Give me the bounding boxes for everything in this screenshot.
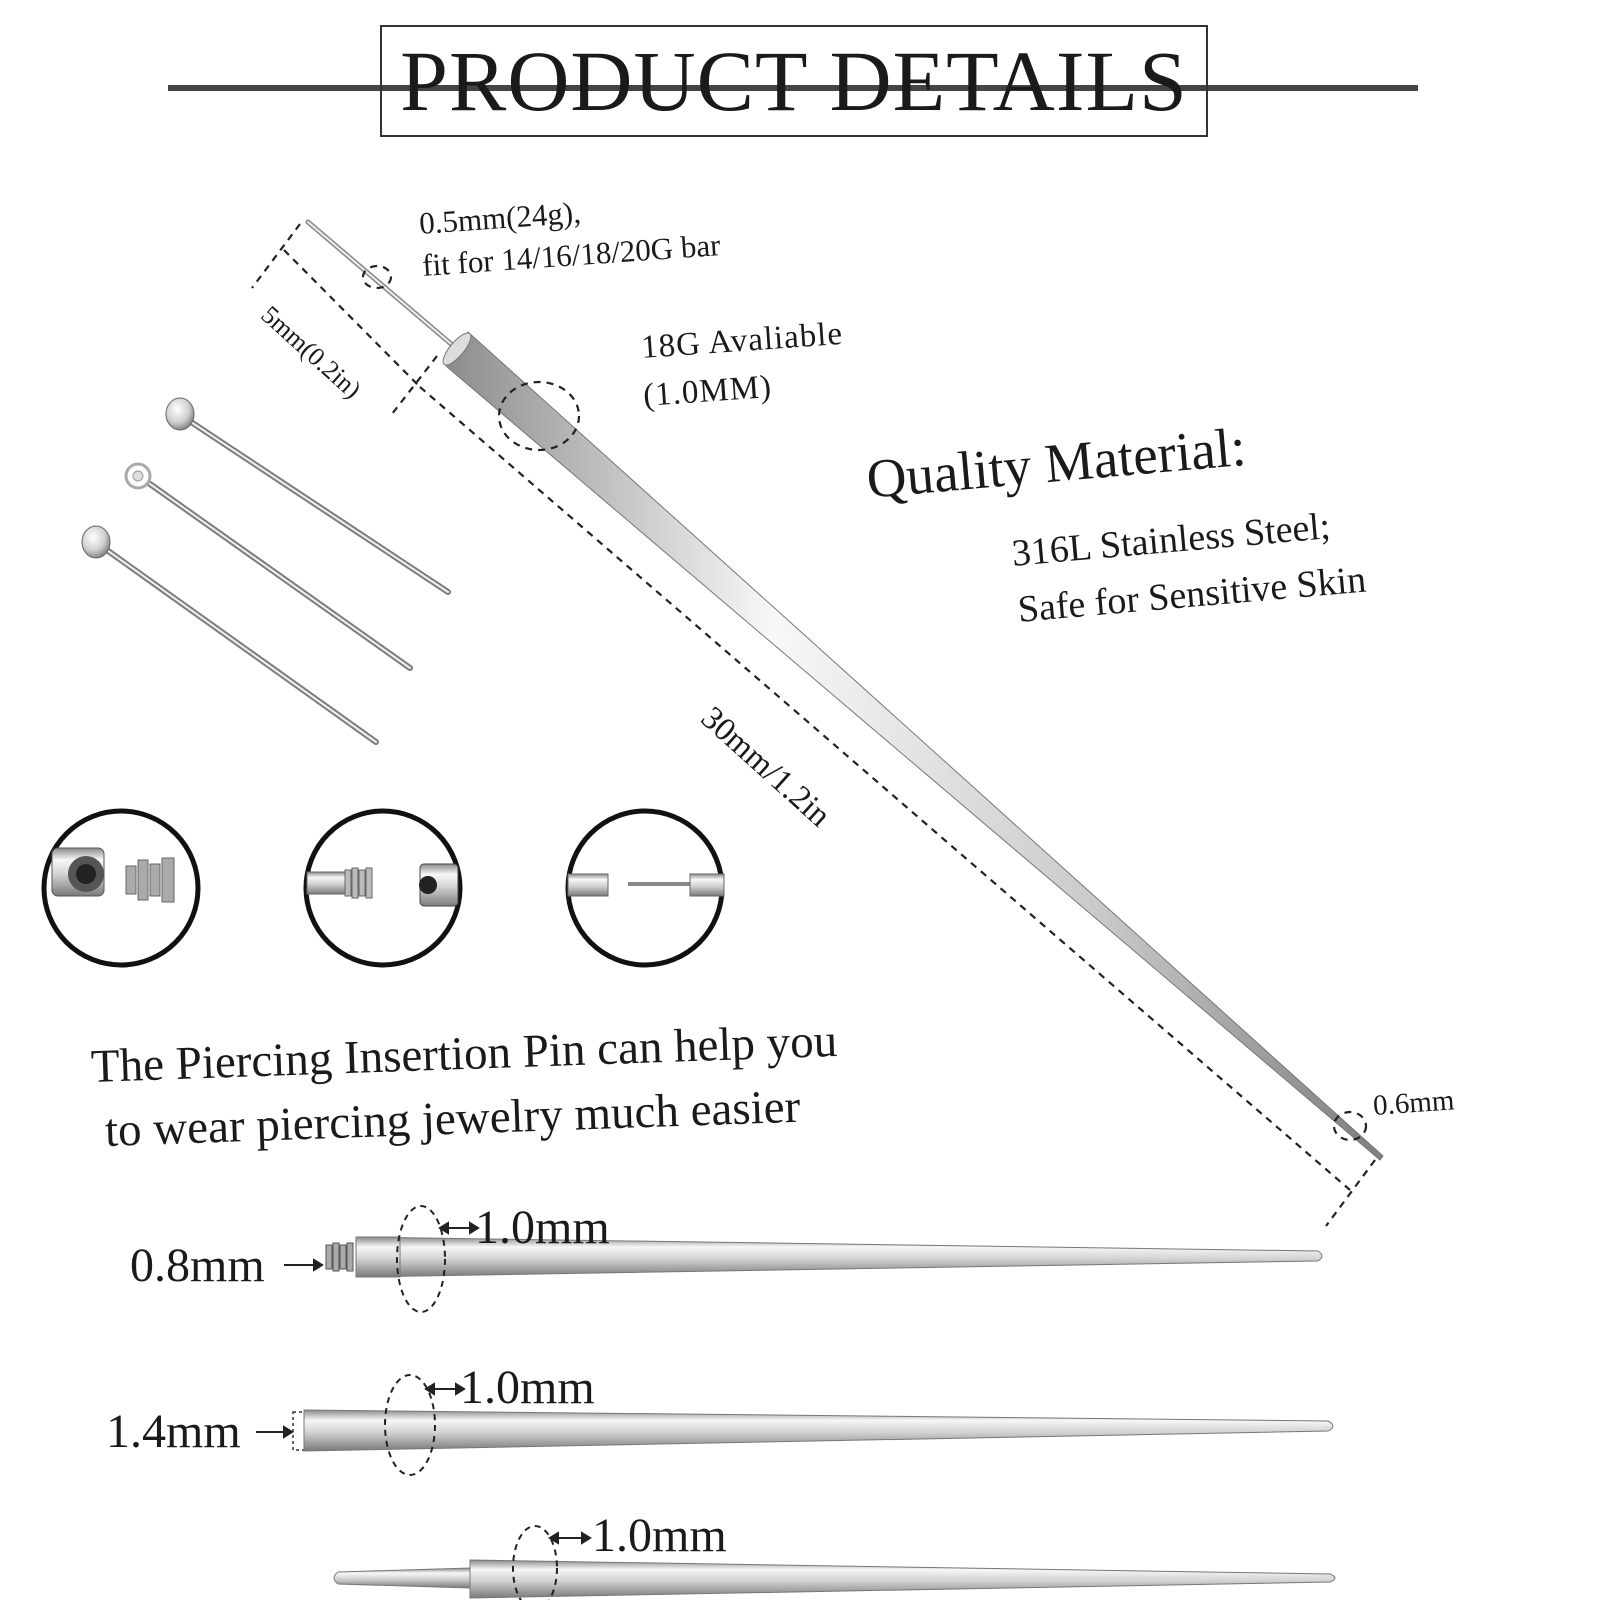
- variant-pin-2: [293, 1410, 1333, 1451]
- material-heading: Quality Material:: [864, 415, 1249, 510]
- tip-fit-label: fit for 14/16/18/20G bar: [421, 227, 722, 283]
- variant-1-shaft-label: 1.0mm: [475, 1201, 610, 1254]
- mini-pin-1: [166, 398, 448, 592]
- mini-pins: [82, 398, 448, 742]
- variant-3-shaft-label: 1.0mm: [592, 1509, 727, 1562]
- gauge-available-label: 18G Avaliable: [640, 315, 845, 366]
- mini-pin-3: [82, 526, 376, 742]
- internal-thread-connection-icon: [306, 811, 460, 965]
- tip-length-label: 5mm(0.2in): [255, 300, 367, 405]
- description-line-2: to wear piercing jewelry much easier: [104, 1080, 801, 1157]
- mini-pin-2: [126, 464, 410, 668]
- gauge-available-mm-label: (1.0MM): [642, 369, 774, 414]
- total-length-label: 30mm/1.2in: [693, 700, 838, 835]
- description-line-1: The Piercing Insertion Pin can help you: [90, 1014, 839, 1093]
- page-title: PRODUCT DETAILS: [400, 33, 1188, 129]
- variant-2-end-label: 1.4mm: [106, 1405, 241, 1458]
- end-tip-label: 0.6mm: [1372, 1084, 1456, 1122]
- tip-gauge-label: 0.5mm(24g),: [418, 194, 582, 241]
- material-line-2: Safe for Sensitive Skin: [1016, 558, 1368, 631]
- material-line-1: 316L Stainless Steel;: [1010, 505, 1333, 575]
- variant-1-end-label: 0.8mm: [130, 1239, 265, 1292]
- main-insertion-pin: [308, 222, 1383, 1160]
- variant-3-arrows: [550, 1533, 590, 1543]
- threadless-connection-icon: [568, 811, 724, 965]
- variant-pin-3: [334, 1560, 1335, 1598]
- threaded-connection-icon: [44, 811, 198, 965]
- variant-2-shaft-label: 1.0mm: [460, 1361, 595, 1414]
